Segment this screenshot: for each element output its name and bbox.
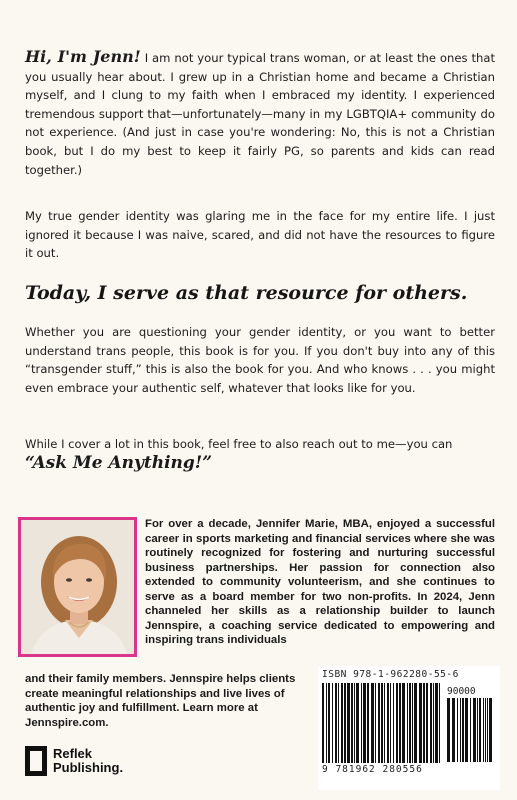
price-code: 90000 bbox=[447, 686, 476, 697]
publisher-logo bbox=[25, 746, 123, 776]
author-photo-frame bbox=[18, 517, 137, 657]
audience-paragraph: Whether you are questioning your gender identity, or you want to better understand trans people, this book is for you. If you don't buy into any of this “transgender stuff,” this is also the book for you. And who knows . . . you might even embrace your authentic self, whatever that looks like for you. bbox=[25, 325, 495, 395]
author-bio: For over a decade, Jennifer Marie, MBA, enjoyed a successful career in sports marketing and financial services where she was routinely recognized for fostering and nurturing successful business partnerships. Her passion for connection also extended to community volunteerism, and she continues to serve as a board member for two non-profits. In 2024, Jenn channeled her skills as a relationship builder to launch Jennspire, a coaching service dedicated to empowering and inspiring trans individuals bbox=[145, 518, 495, 646]
publisher-line1: Reflek bbox=[53, 746, 93, 761]
intro-text: I am not your typical trans woman, or at least the ones that you usually hear about. I grew up in a Christian home and became a Christian myself, and I clung to my faith when I embraced my identity. I experienced tremendous support that—unfortunately—many in my LGBTQIA+ community do not experience. (And just in case you're wondering: No, this is not a Christian book, but I do my best to keep it fairly PG, so parents and kids can read together.) bbox=[25, 51, 495, 177]
barcode-number: 9 781962 280556 bbox=[322, 764, 423, 775]
author-photo bbox=[21, 520, 134, 654]
intro-paragraph bbox=[25, 48, 495, 179]
author-bio-continued: and their family members. Jennspire helps clients create meaningful relationships and live lives of authentic joy and fulfillment. Learn more at Jennspire.com. bbox=[25, 673, 296, 729]
publisher-name bbox=[53, 747, 123, 775]
publisher-line2: Publishing. bbox=[53, 760, 124, 775]
reach-out-paragraph: While I cover a lot in this book, feel free to also reach out to me—you can bbox=[25, 437, 453, 451]
identity-paragraph: My true gender identity was glaring me in the face for my entire life. I just ignored it because I was naive, scared, and did not have the resources to figure it out. bbox=[25, 209, 495, 261]
isbn-barcode bbox=[322, 683, 442, 763]
ask-me-anything: “Ask Me Anything!” bbox=[25, 453, 213, 473]
greeting: Hi, I'm Jenn! bbox=[25, 47, 141, 66]
price-barcode bbox=[447, 698, 493, 762]
author-portrait-image bbox=[21, 520, 134, 654]
isbn-text: ISBN 978-1-962280-55-6 bbox=[322, 669, 459, 680]
publisher-logo-icon bbox=[25, 746, 47, 776]
tagline: Today, I serve as that resource for others. bbox=[25, 282, 468, 304]
